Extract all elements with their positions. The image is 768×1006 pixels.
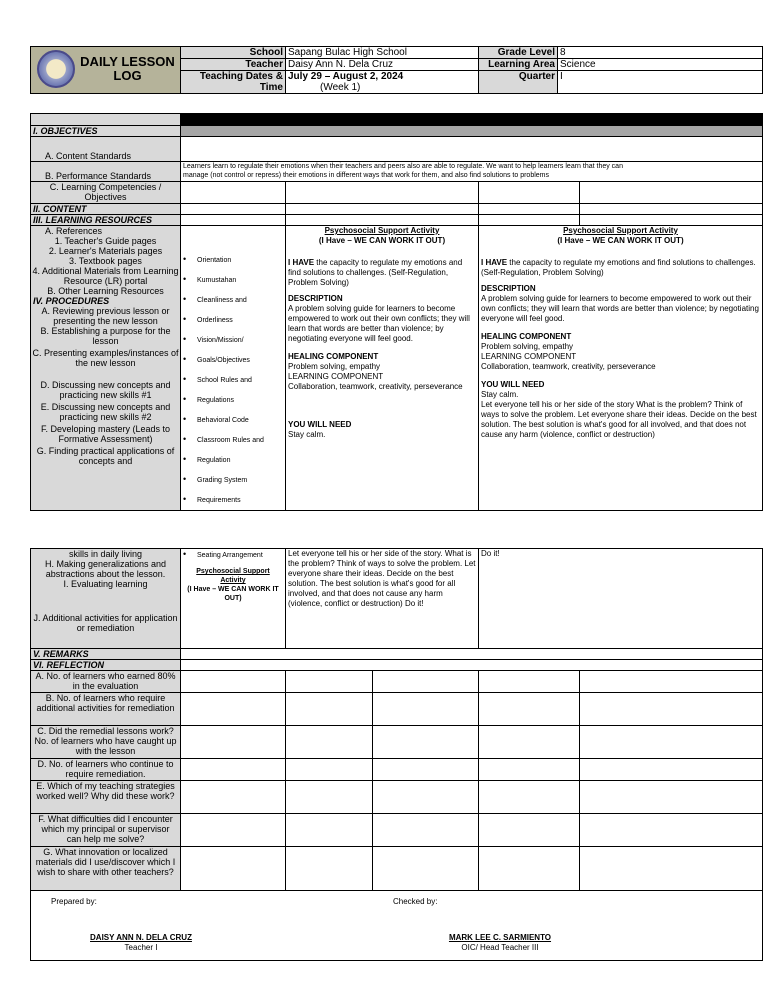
- day1-bullet-item: • Classroom Rules and: [183, 430, 283, 450]
- day3-cell: Psychosocial Support Activity (I Have – WE CAN WORK IT OUT) I HAVE the capacity to regulate my emotions and find solutions to challenges. (Self-Regulation, Problem Solving) DESCRIPTION A problem solving guide for learners to become empowered to work out their own conflicts; they will learn that words are better than violence; by negotiating everyone will feel good. HEALING COMPONENT Problem solving, empathy LEARNING COMPONENT Collaboration, teamwork, creativity, perseverance YOU WILL NEED Stay calm. Let everyone tell his or her side of the story What is the problem? Think of ways to solve the problem. Let everyone share their ideas. Decide on the best solution. The best solution is what's good for all involved, and that does not cause any harm (violence, conflict or destruction): [479, 226, 763, 511]
- title-line1: DAILY LESSON: [80, 54, 175, 69]
- school-label: School: [181, 47, 286, 59]
- quarter-label: Quarter: [479, 71, 558, 94]
- checked-label: Checked by:: [393, 897, 438, 906]
- day1-bullet-item: • Requirements: [183, 490, 283, 510]
- day1-bullet-item: • Grading System: [183, 470, 283, 490]
- reflection-c: C. Did the remedial lessons work? No. of learners who have caught up with the lesson: [31, 726, 181, 759]
- day1-bullet-item: • Behavioral Code: [183, 410, 283, 430]
- performance-standards-label: B. Performance Standards: [31, 162, 181, 182]
- objectives-heading: I. OBJECTIVES: [31, 126, 181, 137]
- day1-psa-sub: (I Have – WE CAN WORK IT OUT): [187, 586, 279, 602]
- day2-cont-cell: Let everyone tell his or her side of the story. What is the problem? Think of ways to solve the problem. Let everyone share their ideas. Decide on the best solution. The best solution is what's good for all involved, and that does not cause any harm (violence, conflict or destruction) Do it!: [286, 549, 479, 649]
- lesson-table-page2: [30, 548, 763, 961]
- prepared-label: Prepared by:: [51, 897, 97, 906]
- day1-bullet-item: • Vision/Mission/: [183, 330, 283, 350]
- day1-cont-cell: [181, 549, 286, 649]
- deped-seal-icon: [37, 50, 75, 88]
- performance-standards-text: Learners learn to regulate their emotions when their teachers and peers also are able to regulate. We want to help learners learn that they can manage (not control or repress) their emotions in different ways that work for them, and also find solutions to problems: [181, 162, 763, 182]
- area-value: Science: [558, 59, 763, 71]
- reflection-d: D. No. of learners who continue to require remediation.: [31, 759, 181, 781]
- reflection-g: G. What innovation or localized materials did I use/discover which I wish to share with other teachers?: [31, 847, 181, 891]
- content-standards-label: A. Content Standards: [31, 137, 181, 162]
- title-cell: [31, 47, 181, 94]
- header-table: [30, 46, 763, 94]
- prepared-signature: DAISY ANN N. DELA CRUZ Teacher I: [90, 933, 192, 952]
- bullet-seating: • Seating Arrangement: [183, 549, 283, 561]
- procedures-labels: A. References 1. Teacher's Guide pages 2. Learner's Materials pages 3. Textbook pages 4. Additional Materials from Learning Resource (LR) portal B. Other Learning Resources IV. PROCEDURES A. Reviewing previous lesson or presenting the new lesson B. Establishing a purpose for the lesson C. Presenting examples/instances of the new lesson D. Discussing new concepts and practicing new skills #1 E. Discussing new concepts and practicing new skills #2 F. Developing mastery (Leads to Formative Assessment) G. Finding practical applications of concepts and: [31, 226, 181, 511]
- reflection-b: B. No. of learners who require additional activities for remediation: [31, 693, 181, 726]
- day1-bullet-list: [183, 250, 283, 510]
- competencies-label: C. Learning Competencies / Objectives: [31, 182, 181, 204]
- reflection-f: F. What difficulties did I encounter which my principal or supervisor can help me solve?: [31, 814, 181, 847]
- lesson-table-page1: [30, 113, 763, 511]
- day2-cell: Psychosocial Support Activity (I Have – WE CAN WORK IT OUT) I HAVE the capacity to regulate my emotions and find solutions to challenges. (Self-Regulation, Problem Solving) DESCRIPTION A problem solving guide for learners to become empowered to work out their own conflicts; they will learn that words are better than violence; by negotiating everyone will feel good. HEALING COMPONENT Problem solving, empathy LEARNING COMPONENT Collaboration, teamwork, creativity, perseverance YOU WILL NEED Stay calm.: [286, 226, 479, 511]
- dates-label: Teaching Dates & Time: [181, 71, 286, 94]
- day1-bullet-item: • Regulations: [183, 390, 283, 410]
- procedures-labels-cont: skills in daily living H. Making generalizations and abstractions about the lesson. I. Evaluating learning J. Additional activities for application or remediation: [31, 549, 181, 649]
- day1-bullet-item: • Regulation: [183, 450, 283, 470]
- reflection-a: A. No. of learners who earned 80% in the evaluation: [31, 671, 181, 693]
- grade-value: 8: [558, 47, 763, 59]
- school-value: Sapang Bulac High School: [286, 47, 479, 59]
- teacher-label: Teacher: [181, 59, 286, 71]
- teacher-value: Daisy Ann N. Dela Cruz: [286, 59, 479, 71]
- day3-cont-cell: Do it!: [479, 549, 763, 649]
- quarter-value: I: [558, 71, 763, 94]
- area-label: Learning Area: [479, 59, 558, 71]
- remarks-heading: V. REMARKS: [31, 649, 181, 660]
- day1-bullet-item: • Goals/Objectives: [183, 350, 283, 370]
- day1-cell: [181, 226, 286, 511]
- resources-heading: III. LEARNING RESOURCES: [31, 215, 181, 226]
- signature-block: [31, 891, 763, 961]
- day1-bullet-item: • Cleanliness and: [183, 290, 283, 310]
- day1-bullet-item: • Orientation: [183, 250, 283, 270]
- reflection-heading: VI. REFLECTION: [31, 660, 181, 671]
- reflection-e: E. Which of my teaching strategies worked well? Why did these work?: [31, 781, 181, 814]
- dates-value: July 29 – August 2, 2024 (Week 1): [286, 71, 479, 94]
- day1-psa-title: Psychosocial Support Activity: [196, 568, 270, 584]
- checked-signature: MARK LEE C. SARMIENTO OIC/ Head Teacher III: [448, 933, 552, 952]
- content-heading: II. CONTENT: [31, 204, 181, 215]
- day1-bullet-item: • Kumustahan: [183, 270, 283, 290]
- day1-bullet-item: • School Rules and: [183, 370, 283, 390]
- grade-label: Grade Level: [479, 47, 558, 59]
- title-line2: LOG: [113, 68, 142, 83]
- day1-bullet-item: • Orderliness: [183, 310, 283, 330]
